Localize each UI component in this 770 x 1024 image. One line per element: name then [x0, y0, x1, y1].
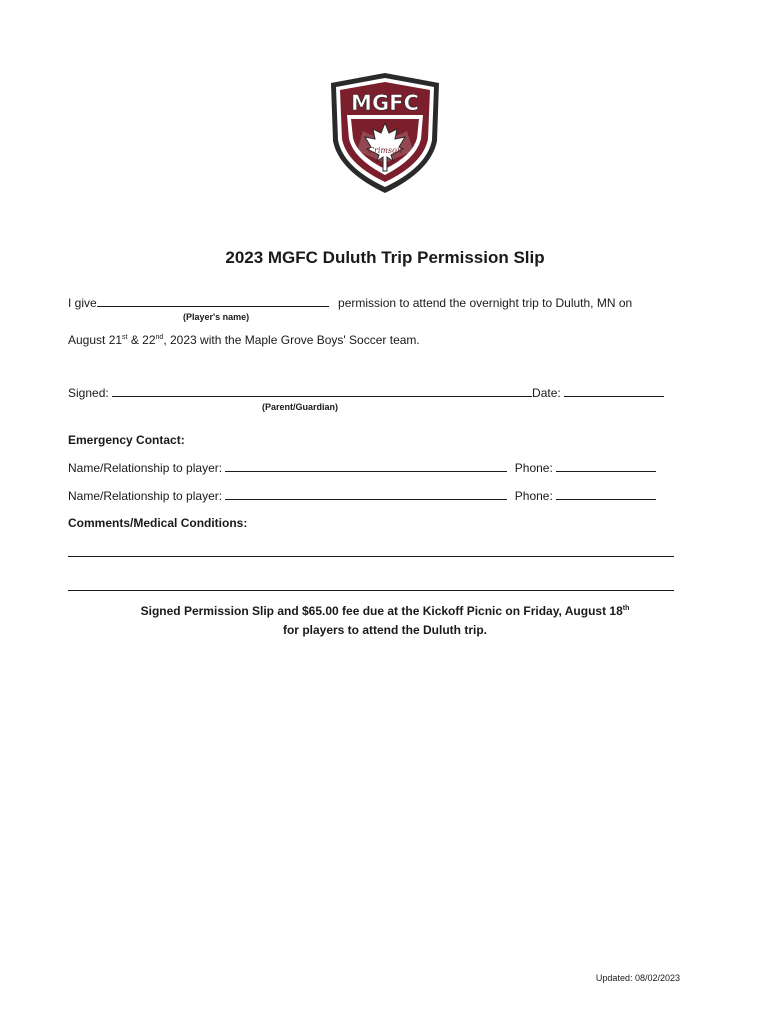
mgfc-logo — [327, 71, 443, 195]
logo-script: Crimson — [367, 146, 403, 155]
emergency-name-field-1[interactable] — [225, 460, 507, 472]
updated-date: Updated: 08/02/2023 — [595, 973, 680, 983]
fee-notice-line-2: for players to attend the Duluth trip. — [282, 623, 487, 637]
trip-dates-line: August 21st & 22nd, 2023 with the Maple Grove Boys' Soccer team. — [68, 333, 420, 347]
emergency-name-field-2[interactable] — [225, 488, 507, 500]
date-label: Date: — [532, 386, 561, 400]
emergency-row-1: Name/Relationship to player: Phone: — [68, 460, 656, 475]
comments-heading: Comments/Medical Conditions: — [68, 516, 248, 530]
signed-label: Signed: — [68, 386, 109, 400]
i-give-label: I give — [68, 296, 97, 310]
logo-letters: MGFC — [351, 91, 419, 115]
parent-caption: (Parent/Guardian) — [262, 402, 339, 412]
emergency-phone-field-1[interactable] — [556, 460, 656, 472]
fee-notice-line-1: Signed Permission Slip and $65.00 fee due at the Kickoff Picnic on Friday, August 18th — [140, 604, 630, 618]
page-title: 2023 MGFC Duluth Trip Permission Slip — [225, 248, 545, 267]
emergency-row-2: Name/Relationship to player: Phone: — [68, 488, 656, 503]
permission-text: permission to attend the overnight trip to Duluth, MN on — [338, 296, 633, 310]
signed-line — [68, 385, 664, 400]
comments-line-1[interactable] — [68, 556, 674, 557]
comments-line-2[interactable] — [68, 590, 674, 591]
player-line — [68, 295, 632, 310]
emergency-phone-field-2[interactable] — [556, 488, 656, 500]
date-field[interactable] — [564, 385, 664, 397]
player-name-field[interactable] — [97, 295, 329, 307]
signature-field[interactable] — [112, 385, 532, 397]
emergency-heading: Emergency Contact: — [68, 433, 185, 447]
player-name-caption: (Player's name) — [183, 312, 250, 322]
